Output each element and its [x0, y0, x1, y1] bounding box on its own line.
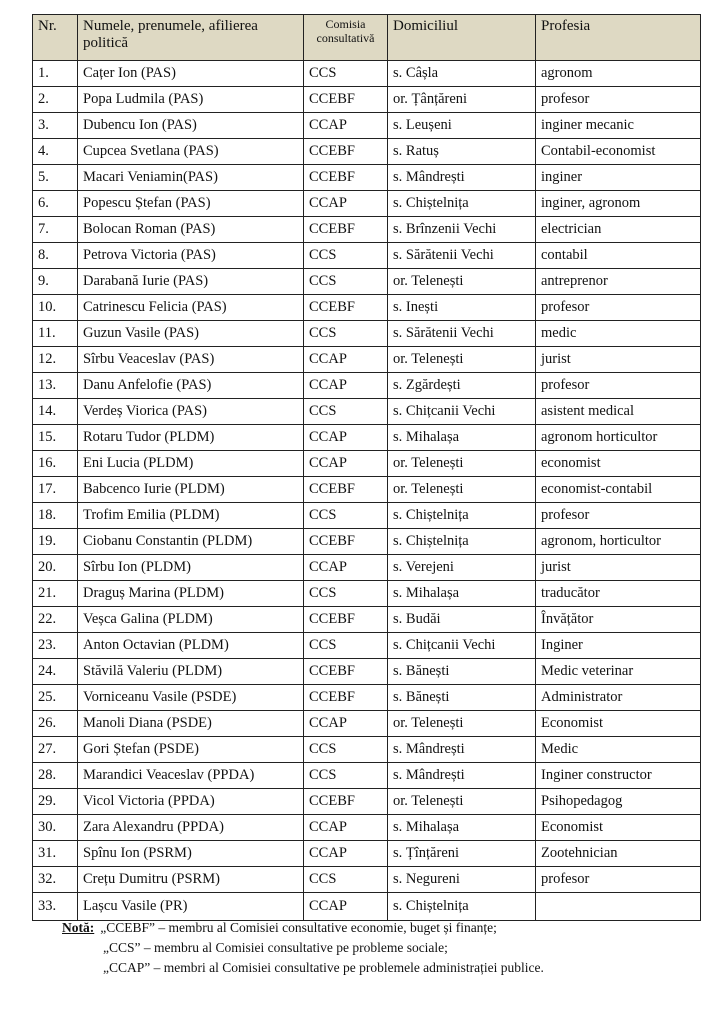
cell-profession: medic [536, 321, 701, 347]
cell-name: Bolocan Roman (PAS) [78, 217, 304, 243]
cell-commission: CCEBF [304, 685, 388, 711]
cell-commission: CCAP [304, 451, 388, 477]
cell-nr: 28. [33, 763, 78, 789]
table-row [33, 763, 701, 789]
cell-nr: 2. [33, 87, 78, 113]
cell-residence: s. Mihalașa [388, 581, 536, 607]
cell-residence: s. Chițcanii Vechi [388, 633, 536, 659]
cell-residence: s. Budăi [388, 607, 536, 633]
cell-commission: CCEBF [304, 139, 388, 165]
cell-commission: CCAP [304, 893, 388, 921]
cell-name: Veșca Galina (PLDM) [78, 607, 304, 633]
cell-name: Crețu Dumitru (PSRM) [78, 867, 304, 893]
cell-commission: CCEBF [304, 607, 388, 633]
council-members-table [32, 14, 701, 921]
cell-nr: 14. [33, 399, 78, 425]
note-line [103, 958, 700, 978]
table-row [33, 113, 701, 139]
cell-profession: asistent medical [536, 399, 701, 425]
table-row [33, 685, 701, 711]
cell-commission: CCEBF [304, 659, 388, 685]
cell-profession: agronom [536, 61, 701, 87]
cell-commission: CCAP [304, 347, 388, 373]
cell-commission: CCS [304, 321, 388, 347]
cell-residence: or. Telenești [388, 711, 536, 737]
cell-residence: s. Sărătenii Vechi [388, 321, 536, 347]
cell-nr: 12. [33, 347, 78, 373]
cell-nr: 11. [33, 321, 78, 347]
table-row [33, 347, 701, 373]
cell-commission: CCS [304, 763, 388, 789]
cell-residence: s. Chiștelnița [388, 529, 536, 555]
table-row [33, 61, 701, 87]
cell-profession: profesor [536, 503, 701, 529]
cell-commission: CCAP [304, 425, 388, 451]
table-row [33, 815, 701, 841]
cell-nr: 15. [33, 425, 78, 451]
cell-residence: s. Chiștelnița [388, 503, 536, 529]
table-row [33, 529, 701, 555]
cell-residence: s. Leușeni [388, 113, 536, 139]
cell-residence: or. Țânțăreni [388, 87, 536, 113]
cell-name: Gori Ștefan (PSDE) [78, 737, 304, 763]
table-row [33, 321, 701, 347]
cell-nr: 16. [33, 451, 78, 477]
cell-nr: 20. [33, 555, 78, 581]
note-text-ccap: „CCAP” – membri al Comisiei consultative pe problemele administrației publice. [103, 960, 544, 975]
cell-commission: CCEBF [304, 477, 388, 503]
cell-nr: 17. [33, 477, 78, 503]
cell-residence: s. Negureni [388, 867, 536, 893]
cell-name: Rotaru Tudor (PLDM) [78, 425, 304, 451]
header-profession: Profesia [536, 15, 701, 61]
cell-nr: 6. [33, 191, 78, 217]
cell-profession: Învățător [536, 607, 701, 633]
cell-residence: s. Mihalașa [388, 425, 536, 451]
table-row [33, 139, 701, 165]
cell-name: Vorniceanu Vasile (PSDE) [78, 685, 304, 711]
cell-name: Cupcea Svetlana (PAS) [78, 139, 304, 165]
table-header [33, 15, 701, 61]
cell-residence: s. Mândrești [388, 165, 536, 191]
cell-residence: or. Telenești [388, 789, 536, 815]
header-row [33, 15, 701, 61]
table-row [33, 87, 701, 113]
cell-name: Macari Veniamin(PAS) [78, 165, 304, 191]
council-members-sheet [32, 14, 700, 921]
cell-name: Popa Ludmila (PAS) [78, 87, 304, 113]
table-row [33, 477, 701, 503]
header-residence: Domiciliul [388, 15, 536, 61]
cell-profession: Inginer [536, 633, 701, 659]
table-row [33, 243, 701, 269]
cell-name: Popescu Ștefan (PAS) [78, 191, 304, 217]
cell-nr: 27. [33, 737, 78, 763]
table-row [33, 841, 701, 867]
cell-profession: agronom, horticultor [536, 529, 701, 555]
table-row [33, 555, 701, 581]
cell-profession: Zootehnician [536, 841, 701, 867]
cell-residence: s. Mândrești [388, 763, 536, 789]
table-row [33, 581, 701, 607]
cell-residence: s. Zgărdești [388, 373, 536, 399]
cell-name: Anton Octavian (PLDM) [78, 633, 304, 659]
cell-residence: or. Telenești [388, 477, 536, 503]
cell-commission: CCS [304, 269, 388, 295]
cell-name: Dubencu Ion (PAS) [78, 113, 304, 139]
cell-nr: 10. [33, 295, 78, 321]
cell-residence: s. Verejeni [388, 555, 536, 581]
cell-commission: CCAP [304, 815, 388, 841]
table-row [33, 867, 701, 893]
cell-residence: s. Mândrești [388, 737, 536, 763]
cell-residence: s. Ratuș [388, 139, 536, 165]
cell-profession: inginer [536, 165, 701, 191]
cell-commission: CCAP [304, 191, 388, 217]
cell-name: Vicol Victoria (PPDA) [78, 789, 304, 815]
cell-name: Cațer Ion (PAS) [78, 61, 304, 87]
cell-nr: 31. [33, 841, 78, 867]
cell-nr: 4. [33, 139, 78, 165]
table-row [33, 789, 701, 815]
cell-profession: Economist [536, 711, 701, 737]
cell-nr: 3. [33, 113, 78, 139]
note-text-ccebf: „CCEBF” – membru al Comisiei consultative economie, buget și finanțe; [100, 920, 497, 935]
cell-profession: profesor [536, 373, 701, 399]
cell-name: Manoli Diana (PSDE) [78, 711, 304, 737]
cell-residence: s. Chițcanii Vechi [388, 399, 536, 425]
cell-nr: 9. [33, 269, 78, 295]
header-name: Numele, prenumele, afilierea politică [78, 15, 304, 61]
table-row [33, 399, 701, 425]
cell-nr: 1. [33, 61, 78, 87]
cell-profession: inginer mecanic [536, 113, 701, 139]
cell-name: Ciobanu Constantin (PLDM) [78, 529, 304, 555]
cell-profession: profesor [536, 87, 701, 113]
cell-profession: Psihopedagog [536, 789, 701, 815]
cell-nr: 24. [33, 659, 78, 685]
cell-name: Babcenco Iurie (PLDM) [78, 477, 304, 503]
cell-nr: 18. [33, 503, 78, 529]
cell-residence: s. Inești [388, 295, 536, 321]
note-text-ccs: „CCS” – membru al Comisiei consultative pe probleme sociale; [103, 940, 448, 955]
table-row [33, 659, 701, 685]
cell-name: Eni Lucia (PLDM) [78, 451, 304, 477]
cell-nr: 22. [33, 607, 78, 633]
cell-nr: 26. [33, 711, 78, 737]
cell-profession: profesor [536, 867, 701, 893]
cell-residence: s. Câșla [388, 61, 536, 87]
cell-name: Sîrbu Ion (PLDM) [78, 555, 304, 581]
cell-profession: electrician [536, 217, 701, 243]
cell-commission: CCEBF [304, 217, 388, 243]
cell-commission: CCAP [304, 373, 388, 399]
cell-commission: CCEBF [304, 789, 388, 815]
cell-commission: CCEBF [304, 529, 388, 555]
cell-profession: profesor [536, 295, 701, 321]
cell-profession: Contabil-economist [536, 139, 701, 165]
cell-name: Stăvilă Valeriu (PLDM) [78, 659, 304, 685]
table-row [33, 711, 701, 737]
cell-name: Zara Alexandru (PPDA) [78, 815, 304, 841]
cell-commission: CCS [304, 243, 388, 269]
note-line [32, 918, 700, 938]
cell-profession: Administrator [536, 685, 701, 711]
cell-residence: s. Sărătenii Vechi [388, 243, 536, 269]
table-row [33, 607, 701, 633]
cell-nr: 19. [33, 529, 78, 555]
cell-profession: jurist [536, 555, 701, 581]
table-row [33, 451, 701, 477]
cell-name: Trofim Emilia (PLDM) [78, 503, 304, 529]
table-row [33, 893, 701, 921]
cell-nr: 5. [33, 165, 78, 191]
cell-name: Catrinescu Felicia (PAS) [78, 295, 304, 321]
cell-residence: s. Chiștelnița [388, 191, 536, 217]
table-row [33, 373, 701, 399]
cell-profession: contabil [536, 243, 701, 269]
cell-commission: CCS [304, 61, 388, 87]
cell-name: Sîrbu Veaceslav (PAS) [78, 347, 304, 373]
table-row [33, 737, 701, 763]
cell-name: Spînu Ion (PSRM) [78, 841, 304, 867]
cell-name: Verdeș Viorica (PAS) [78, 399, 304, 425]
table-row [33, 165, 701, 191]
cell-nr: 8. [33, 243, 78, 269]
cell-residence: s. Chiștelnița [388, 893, 536, 921]
cell-commission: CCS [304, 503, 388, 529]
cell-name: Darabană Iurie (PAS) [78, 269, 304, 295]
cell-residence: s. Bănești [388, 685, 536, 711]
cell-profession: inginer, agronom [536, 191, 701, 217]
table-row [33, 269, 701, 295]
table-row [33, 191, 701, 217]
cell-profession: economist [536, 451, 701, 477]
cell-profession: jurist [536, 347, 701, 373]
cell-profession: antreprenor [536, 269, 701, 295]
table-row [33, 425, 701, 451]
cell-name: Marandici Veaceslav (PPDA) [78, 763, 304, 789]
cell-residence: or. Telenești [388, 269, 536, 295]
cell-residence: s. Țînțăreni [388, 841, 536, 867]
table-row [33, 217, 701, 243]
cell-name: Draguș Marina (PLDM) [78, 581, 304, 607]
cell-nr: 32. [33, 867, 78, 893]
note-line [103, 938, 700, 958]
table-row [33, 295, 701, 321]
cell-commission: CCAP [304, 555, 388, 581]
cell-commission: CCS [304, 633, 388, 659]
cell-profession: economist-contabil [536, 477, 701, 503]
cell-commission: CCEBF [304, 295, 388, 321]
cell-profession: traducător [536, 581, 701, 607]
cell-profession: Medic veterinar [536, 659, 701, 685]
cell-residence: s. Mihalașa [388, 815, 536, 841]
cell-profession: agronom horticultor [536, 425, 701, 451]
cell-profession: Inginer constructor [536, 763, 701, 789]
note-label: Notă: [62, 920, 95, 935]
cell-residence: s. Bănești [388, 659, 536, 685]
cell-commission: CCS [304, 399, 388, 425]
cell-residence: s. Brînzenii Vechi [388, 217, 536, 243]
cell-nr: 25. [33, 685, 78, 711]
cell-nr: 33. [33, 893, 78, 921]
cell-nr: 7. [33, 217, 78, 243]
cell-commission: CCAP [304, 711, 388, 737]
header-commission: Comisia consultativă [304, 15, 388, 61]
cell-name: Danu Anfelofie (PAS) [78, 373, 304, 399]
cell-nr: 23. [33, 633, 78, 659]
cell-commission: CCAP [304, 841, 388, 867]
cell-name: Guzun Vasile (PAS) [78, 321, 304, 347]
cell-commission: CCS [304, 867, 388, 893]
cell-residence: or. Telenești [388, 347, 536, 373]
cell-commission: CCS [304, 581, 388, 607]
cell-commission: CCEBF [304, 87, 388, 113]
header-nr: Nr. [33, 15, 78, 61]
cell-name: Petrova Victoria (PAS) [78, 243, 304, 269]
cell-profession: Medic [536, 737, 701, 763]
cell-commission: CCAP [304, 113, 388, 139]
cell-nr: 30. [33, 815, 78, 841]
cell-profession [536, 893, 701, 921]
cell-nr: 13. [33, 373, 78, 399]
cell-nr: 21. [33, 581, 78, 607]
note-block [32, 918, 700, 978]
table-row [33, 633, 701, 659]
cell-commission: CCS [304, 737, 388, 763]
table-row [33, 503, 701, 529]
cell-name: Lașcu Vasile (PR) [78, 893, 304, 921]
cell-nr: 29. [33, 789, 78, 815]
cell-profession: Economist [536, 815, 701, 841]
table-body [33, 61, 701, 921]
cell-commission: CCEBF [304, 165, 388, 191]
cell-residence: or. Telenești [388, 451, 536, 477]
